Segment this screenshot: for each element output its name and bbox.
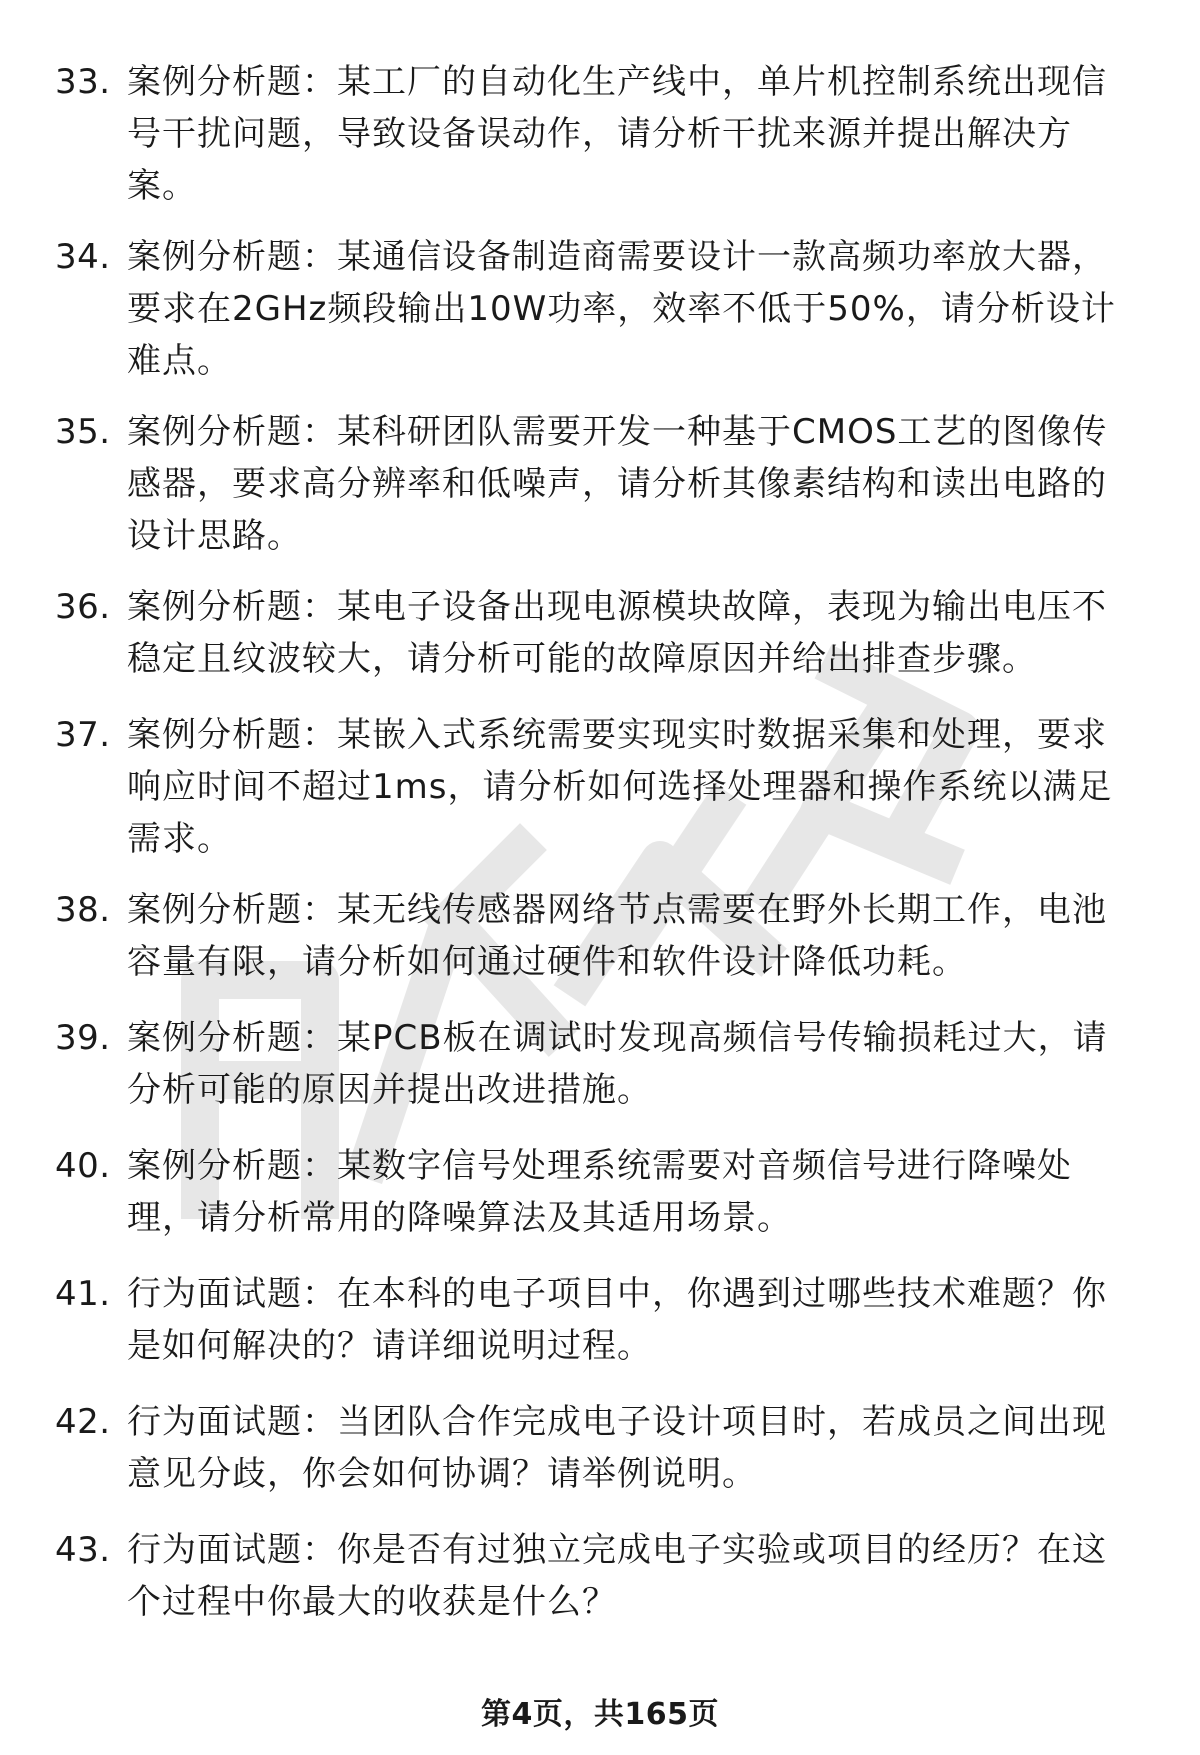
question-item [0, 1140, 1200, 1268]
question-text: 案例分析题：某科研团队需要开发一种基于CMOS工艺的图像传感器，要求高分辨率和低噪声，请分析其像素结构和读出电路的设计思路。 [127, 412, 1108, 556]
question-item [0, 581, 1200, 709]
question-text: 案例分析题：某无线传感器网络节点需要在野外长期工作，电池容量有限，请分析如何通过硬件和软件设计降低功耗。 [127, 890, 1107, 982]
question-text: 案例分析题：某嵌入式系统需要实现实时数据采集和处理，要求响应时间不超过1ms，请分析如何选择处理器和操作系统以满足需求。 [127, 715, 1113, 859]
question-text: 案例分析题：某PCB板在调试时发现高频信号传输损耗过大，请分析可能的原因并提出改进措施。 [127, 1018, 1108, 1110]
question-item [0, 1524, 1200, 1652]
question-text: 案例分析题：某电子设备出现电源模块故障，表现为输出电压不稳定且纹波较大，请分析可能的故障原因并给出排查步骤。 [127, 587, 1107, 679]
question-number: 40. [55, 1146, 111, 1186]
question-item [0, 1012, 1200, 1140]
question-text: 行为面试题：你是否有过独立完成电子实验或项目的经历？在这个过程中你最大的收获是什么？ [127, 1530, 1107, 1622]
page-number-footer: 第4页，共165页 [481, 1697, 719, 1732]
question-text: 案例分析题：某通信设备制造商需要设计一款高频功率放大器，要求在2GHz频段输出10W功率，效率不低于50%，请分析设计难点。 [127, 237, 1116, 381]
question-item [0, 231, 1200, 406]
question-number: 33. [55, 62, 111, 102]
question-list [0, 56, 1200, 1652]
question-item [0, 1268, 1200, 1396]
question-text: 行为面试题：在本科的电子项目中，你遇到过哪些技术难题？你是如何解决的？请详细说明过程。 [127, 1274, 1107, 1366]
question-number: 42. [55, 1402, 111, 1442]
question-number: 36. [55, 587, 111, 627]
question-number: 34. [55, 237, 111, 277]
question-item [0, 406, 1200, 581]
question-item [0, 884, 1200, 1012]
question-text: 案例分析题：某数字信号处理系统需要对音频信号进行降噪处理，请分析常用的降噪算法及其适用场景。 [127, 1146, 1072, 1238]
question-number: 43. [55, 1530, 111, 1570]
question-number: 41. [55, 1274, 111, 1314]
question-item [0, 56, 1200, 231]
question-number: 37. [55, 715, 111, 755]
question-item [0, 1396, 1200, 1524]
question-text: 行为面试题：当团队合作完成电子设计项目时，若成员之间出现意见分歧，你会如何协调？请举例说明。 [127, 1402, 1107, 1494]
question-number: 39. [55, 1018, 111, 1058]
question-item [0, 709, 1200, 884]
question-number: 35. [55, 412, 111, 452]
question-text: 案例分析题：某工厂的自动化生产线中，单片机控制系统出现信号干扰问题，导致设备误动作，请分析干扰来源并提出解决方案。 [127, 62, 1107, 206]
question-number: 38. [55, 890, 111, 930]
